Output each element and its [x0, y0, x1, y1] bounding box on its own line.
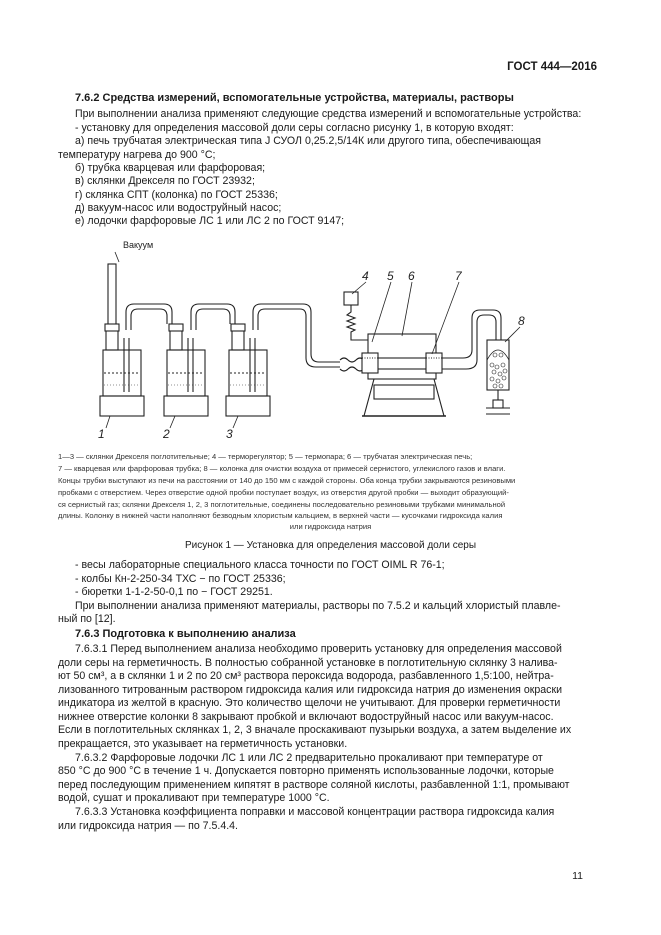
- text-line: нижнее отверстие колонки 8 закрывают пробкой и включают водоструйный насос или вакуум-насос.: [58, 711, 554, 723]
- vacuum-tube: [108, 264, 116, 330]
- text-line: 850 °С до 900 °С в течение 1 ч. Допускается повторно применять использованные лодочки, которые: [58, 765, 554, 777]
- figure-title: Рисунок 1 — Установка для определения массовой доли серы: [184, 540, 477, 551]
- list-item: - бюретки 1-1-2-50-0,1 по − ГОСТ 29251.: [75, 586, 273, 598]
- text-line: перед последующим применением кипятят в растворе соляной кислоты, разбавленной 1:1, промывают: [58, 779, 570, 791]
- text-line: При выполнении анализа применяют следующие средства измерений и вспомогательные устройства:: [75, 108, 582, 120]
- text-line: Если в поглотительных склянках 1, 2, 3 вначале проскакивают пузырьки воздуха, а затем выделение их: [58, 724, 572, 736]
- list-item: - колбы Кн-2-250-34 ТХС − по ГОСТ 25336;: [75, 573, 286, 585]
- text-line: - установку для определения массовой доли серы согласно рисунку 1, в которую входят:: [75, 122, 514, 134]
- standard-number: ГОСТ 444—2016: [507, 61, 597, 73]
- callout-4: 4: [362, 269, 369, 283]
- text-line: ют 50 см³, а в склянки 1 и 2 по 20 см³ раствора пероксида водорода, разбавленного 1,5:100, нейтра-: [58, 670, 554, 682]
- list-item: в) склянки Дрекселя по ГОСТ 23932;: [75, 175, 255, 187]
- callout-2: 2: [163, 427, 170, 441]
- callout-1: 1: [98, 427, 105, 441]
- callout-6: 6: [408, 269, 415, 283]
- text-line: индикатора из желтой в красную. Это количество щелочи не учитывают. Для проверки герметичности: [58, 697, 561, 709]
- text-line: 7.6.3.2 Фарфоровые лодочки ЛС 1 или ЛС 2 предварительно прокаливают при температуре от: [75, 752, 543, 764]
- text-line: водой, сушат и прокаливают при температуре 1000 °С.: [58, 792, 330, 804]
- text-line: ный по [12].: [58, 613, 116, 625]
- callout-7: 7: [455, 269, 462, 283]
- callout-5: 5: [387, 269, 394, 283]
- list-item: г) склянка СПТ (колонка) по ГОСТ 25336;: [75, 189, 278, 201]
- text-line: 7.6.3.3 Установка коэффициента поправки и массовой концентрации раствора гидроксида калия: [75, 806, 555, 818]
- list-item: - весы лабораторные специального класса точности по ГОСТ OIML R 76-1;: [75, 559, 445, 571]
- text-line: или гидроксида натрия — по 7.5.4.4.: [58, 820, 238, 832]
- callout-3: 3: [226, 427, 233, 441]
- figure-legend-line: ся сернистый газ; склянки Дрекселя 1, 2, 3 поглотительные, соединены последовательно резиновыми трубками минимальной: [58, 500, 506, 509]
- figure-legend-line: 7 — кварцевая или фарфоровая трубка; 8 — колонка для очистки воздуха от примесей сернистого, углекислого газов и влаги.: [58, 464, 506, 473]
- text-line: 7.6.3.1 Перед выполнением анализа необходимо проверить установку для определения массовой: [75, 643, 562, 655]
- figure-legend-line: или гидроксида натрия: [289, 522, 372, 531]
- section-heading-7-6-2: 7.6.2 Средства измерений, вспомогательные устройства, материалы, растворы: [75, 92, 514, 104]
- text-line: прекращается, это указывает на герметичность установки.: [58, 738, 348, 750]
- figure-legend-line: длины. Колонку в нижней части наполняют безводным хлористым кальцием, в верхней части — кусочками гидроксида калия: [58, 511, 503, 520]
- text-line: доли серы на герметичность. В полностью собранной установке в поглотительную склянку 3 налива-: [58, 657, 558, 669]
- figure-legend-line: Концы трубки выступают из печи на расстоянии от 140 до 150 мм с каждой стороны. Оба конца трубки закрываются резиновыми: [58, 476, 516, 485]
- list-item: д) вакуум-насос или водоструйный насос;: [75, 202, 282, 214]
- list-item: б) трубка кварцевая или фарфоровая;: [75, 162, 266, 174]
- vacuum-label: Вакуум: [123, 240, 154, 250]
- page-number: 11: [572, 870, 583, 882]
- figure-legend-line: пробками с отверстием. Через отверстие одной пробки поступает воздух, из отверстия другой пробки — выходит образующий-: [58, 488, 509, 497]
- callout-8: 8: [518, 314, 525, 328]
- text-line: При выполнении анализа применяют материалы, растворы по 7.5.2 и кальций хлористый плавле-: [75, 600, 561, 612]
- section-heading-7-6-3: 7.6.3 Подготовка к выполнению анализа: [75, 628, 296, 640]
- text-line: лизованного титрованным раствором гидроксида калия или гидроксида натрия до изменения окраски: [58, 684, 563, 696]
- text-line: температуру нагрева до 900 °С;: [58, 149, 216, 161]
- figure-legend-line: 1—3 — склянки Дрекселя поглотительные; 4 — терморегулятор; 5 — термопара; 6 — трубчатая электрическая печь;: [58, 452, 473, 461]
- thermostat-box: [344, 292, 358, 305]
- text-line: а) печь трубчатая электрическая типа J СУОЛ 0,25.2,5/14К или другого типа, обеспечивающая: [75, 135, 541, 147]
- list-item: е) лодочки фарфоровые ЛС 1 или ЛС 2 по ГОСТ 9147;: [75, 215, 345, 227]
